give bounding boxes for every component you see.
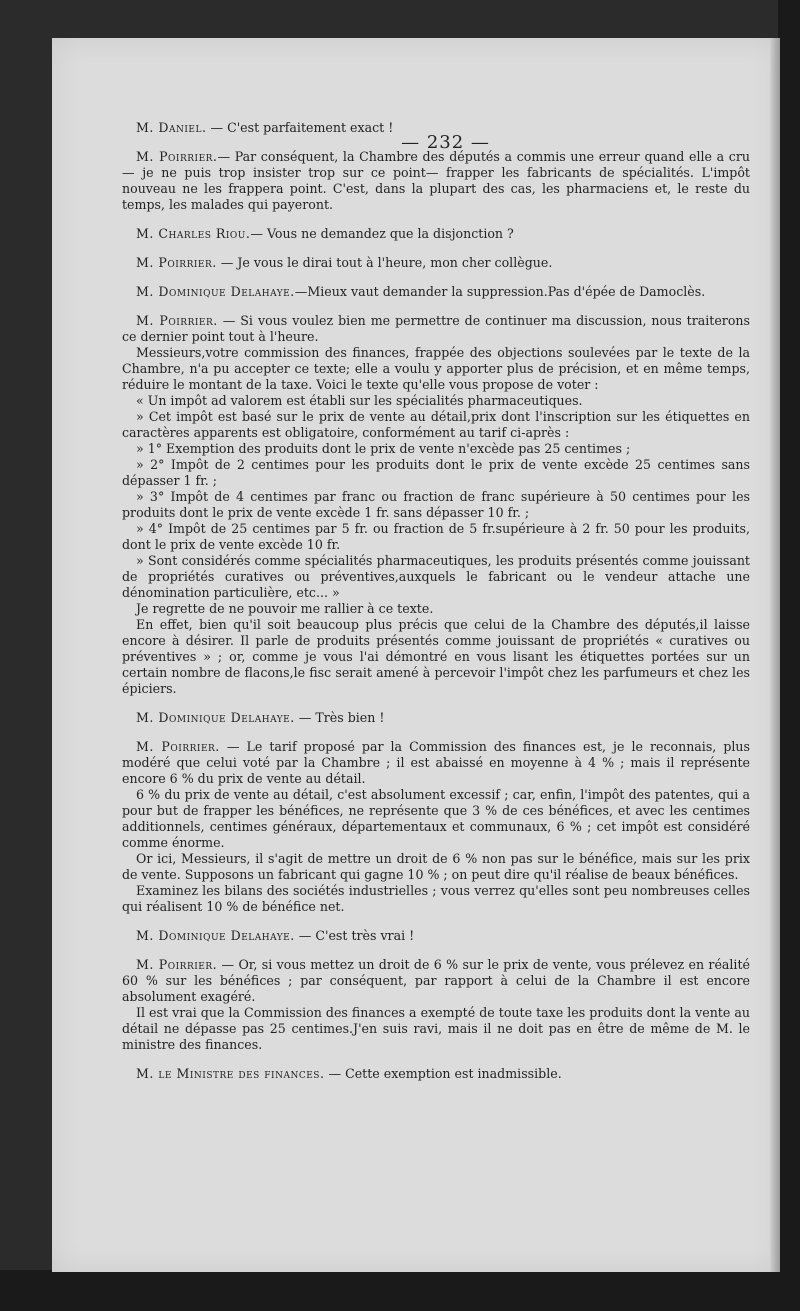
speaker-name: M. Charles Riou. <box>136 226 251 241</box>
text-paragraph <box>122 1005 750 1053</box>
paragraph-text: Messieurs,votre commission des finances, frappée des objections soulevées par le texte de la Chambre, n'a pu accepter ce texte; elle a voulu y apporter plus de précision, et en même temps, réduire le montant de la taxe. Voici le texte qu'elle vous propose de voter : <box>122 345 750 392</box>
speaker-name: M. Poirrier. <box>136 313 218 328</box>
paragraph-text: — Cette exemption est inadmissible. <box>324 1066 562 1081</box>
speech-paragraph <box>122 149 750 213</box>
speaker-name: M. Daniel. <box>136 120 207 135</box>
speaker-name: M. Dominique Delahaye. <box>136 710 295 725</box>
paragraph-text: — Si vous voulez bien me permettre de continuer ma discussion, nous traiterons ce dernier point tout à l'heure. <box>122 313 750 344</box>
paragraph-text: Examinez les bilans des sociétés industrielles ; vous verrez qu'elles sont peu nombreuses celles qui réalisent 10 % de bénéfice net. <box>122 883 750 914</box>
paragraph-text: — Or, si vous mettez un droit de 6 % sur le prix de vente, vous prélevez en réalité 60 % sur les bénéfices ; par conséquent, par rapport à celui de la Chambre il est encore absolument exagéré. <box>122 957 750 1004</box>
speech-paragraph <box>122 928 750 944</box>
paragraph-text: » 3° Impôt de 4 centimes par franc ou fraction de franc supérieure à 50 centimes pour les produits dont le prix de vente excède 1 fr. sans dépasser 10 fr. ; <box>122 489 750 520</box>
paragraph-text: « Un impôt ad valorem est établi sur les spécialités pharmaceutiques. <box>136 393 583 408</box>
paragraph-text: 6 % du prix de vente au détail, c'est absolument excessif ; car, enfin, l'impôt des patentes, qui a pour but de frapper les bénéfices, ne représente que 3 % de ces bénéfices, et avec les centimes additionnels, centimes généraux, départementaux et communaux, 6 % ; cet impôt est considéré comme énorme. <box>122 787 750 850</box>
paragraph-text: » 4° Impôt de 25 centimes par 5 fr. ou fraction de 5 fr.supérieure à 2 fr. 50 pour les produits, dont le prix de vente excède 10 fr. <box>122 521 750 552</box>
paragraph-text: Je regrette de ne pouvoir me rallier à ce texte. <box>136 601 434 616</box>
speaker-name: M. Poirrier. <box>136 957 218 972</box>
paragraph-text: — C'est parfaitement exact ! <box>206 120 394 135</box>
paragraph-text: » 1° Exemption des produits dont le prix de vente n'excède pas 25 centimes ; <box>136 441 631 456</box>
speaker-name: M. Poirrier. <box>136 739 220 754</box>
text-paragraph <box>122 787 750 851</box>
speech-paragraph <box>122 120 750 136</box>
text-paragraph <box>122 393 750 409</box>
paragraph-text: — Par conséquent, la Chambre des députés a commis une erreur quand elle a cru— je ne puis trop insister trop sur ce point— frapper les fabricants de spécialités. L'impôt nouveau ne les frappera point. C'est, dans la plupart des cas, les pharmaciens et, le reste du temps, les malades qui payeront. <box>122 149 750 212</box>
speech-paragraph <box>122 710 750 726</box>
text-paragraph <box>122 883 750 915</box>
speech-paragraph <box>122 226 750 242</box>
speech-paragraph <box>122 957 750 1005</box>
speaker-name: M. Poirrier. <box>136 149 218 164</box>
speaker-name: M. Dominique Delahaye. <box>136 284 295 299</box>
text-paragraph <box>122 617 750 697</box>
speech-paragraph <box>122 1066 750 1082</box>
paragraph-text: — Vous ne demandez que la disjonction ? <box>250 226 514 241</box>
page-number: — 232 — <box>401 132 490 153</box>
page-fold-shadow <box>770 38 780 1272</box>
text-paragraph <box>122 553 750 601</box>
paragraph-text: Il est vrai que la Commission des finances a exempté de toute taxe les produits dont la vente au détail ne dépasse pas 25 centimes.J'en suis ravi, mais il ne doit pas en être de même de M. le ministre des finances. <box>122 1005 750 1052</box>
speech-paragraph <box>122 284 750 300</box>
speaker-name: M. Poirrier. <box>136 255 217 270</box>
paragraph-text: Or ici, Messieurs, il s'agit de mettre un droit de 6 % non pas sur le bénéfice, mais sur les prix de vente. Supposons un fabricant qui gagne 10 % ; on peut dire qu'il réalise de beaux bénéfices. <box>122 851 750 882</box>
text-paragraph <box>122 851 750 883</box>
scan-background-bottom <box>0 1270 800 1311</box>
paragraph-text: — Je vous le dirai tout à l'heure, mon cher collègue. <box>216 255 553 270</box>
paragraph-text: » Sont considérés comme spécialités pharmaceutiques, les produits présentés comme jouissant de propriétés curatives ou préventives,auxquels le fabricant ou le vendeur attache une dénomination particulière, etc... » <box>122 553 750 600</box>
speaker-name: M. Dominique Delahaye. <box>136 928 295 943</box>
paragraph-text: — Le tarif proposé par la Commission des finances est, je le reconnais, plus modéré que celui voté par la Chambre ; il est abaissé en moyenne à 4 % ; mais il représente encore 6 % du prix de vente au détail. <box>122 739 750 786</box>
document-body <box>122 120 750 1082</box>
speaker-name: M. le Ministre des finances. <box>136 1066 325 1081</box>
text-paragraph <box>122 489 750 521</box>
paragraph-text: — Très bien ! <box>294 710 385 725</box>
paragraph-text: — C'est très vrai ! <box>294 928 415 943</box>
text-paragraph <box>122 601 750 617</box>
text-paragraph <box>122 521 750 553</box>
scan-background-right <box>778 0 800 1311</box>
speech-paragraph <box>122 739 750 787</box>
speech-paragraph <box>122 255 750 271</box>
text-paragraph <box>122 457 750 489</box>
paragraph-text: En effet, bien qu'il soit beaucoup plus précis que celui de la Chambre des députés,il laisse encore à désirer. Il parle de produits présentés comme jouissant de propriétés « curatives ou préventives » ; or, comme je vous l'ai démontré en vous lisant les étiquettes portées sur un certain nombre de flacons,le fisc serait amené à percevoir l'impôt chez les parfumeurs et chez les épiciers. <box>122 617 750 696</box>
text-paragraph <box>122 345 750 393</box>
text-paragraph <box>122 441 750 457</box>
speech-paragraph <box>122 313 750 345</box>
paragraph-text: » Cet impôt est basé sur le prix de vente au détail,prix dont l'inscription sur les étiquettes en caractères apparents est obligatoire, conformément au tarif ci-après : <box>122 409 750 440</box>
text-paragraph <box>122 409 750 441</box>
paragraph-text: » 2° Impôt de 2 centimes pour les produits dont le prix de vente excède 25 centimes sans dépasser 1 fr. ; <box>122 457 750 488</box>
paragraph-text: —Mieux vaut demander la suppression.Pas d'épée de Damoclès. <box>294 284 706 299</box>
